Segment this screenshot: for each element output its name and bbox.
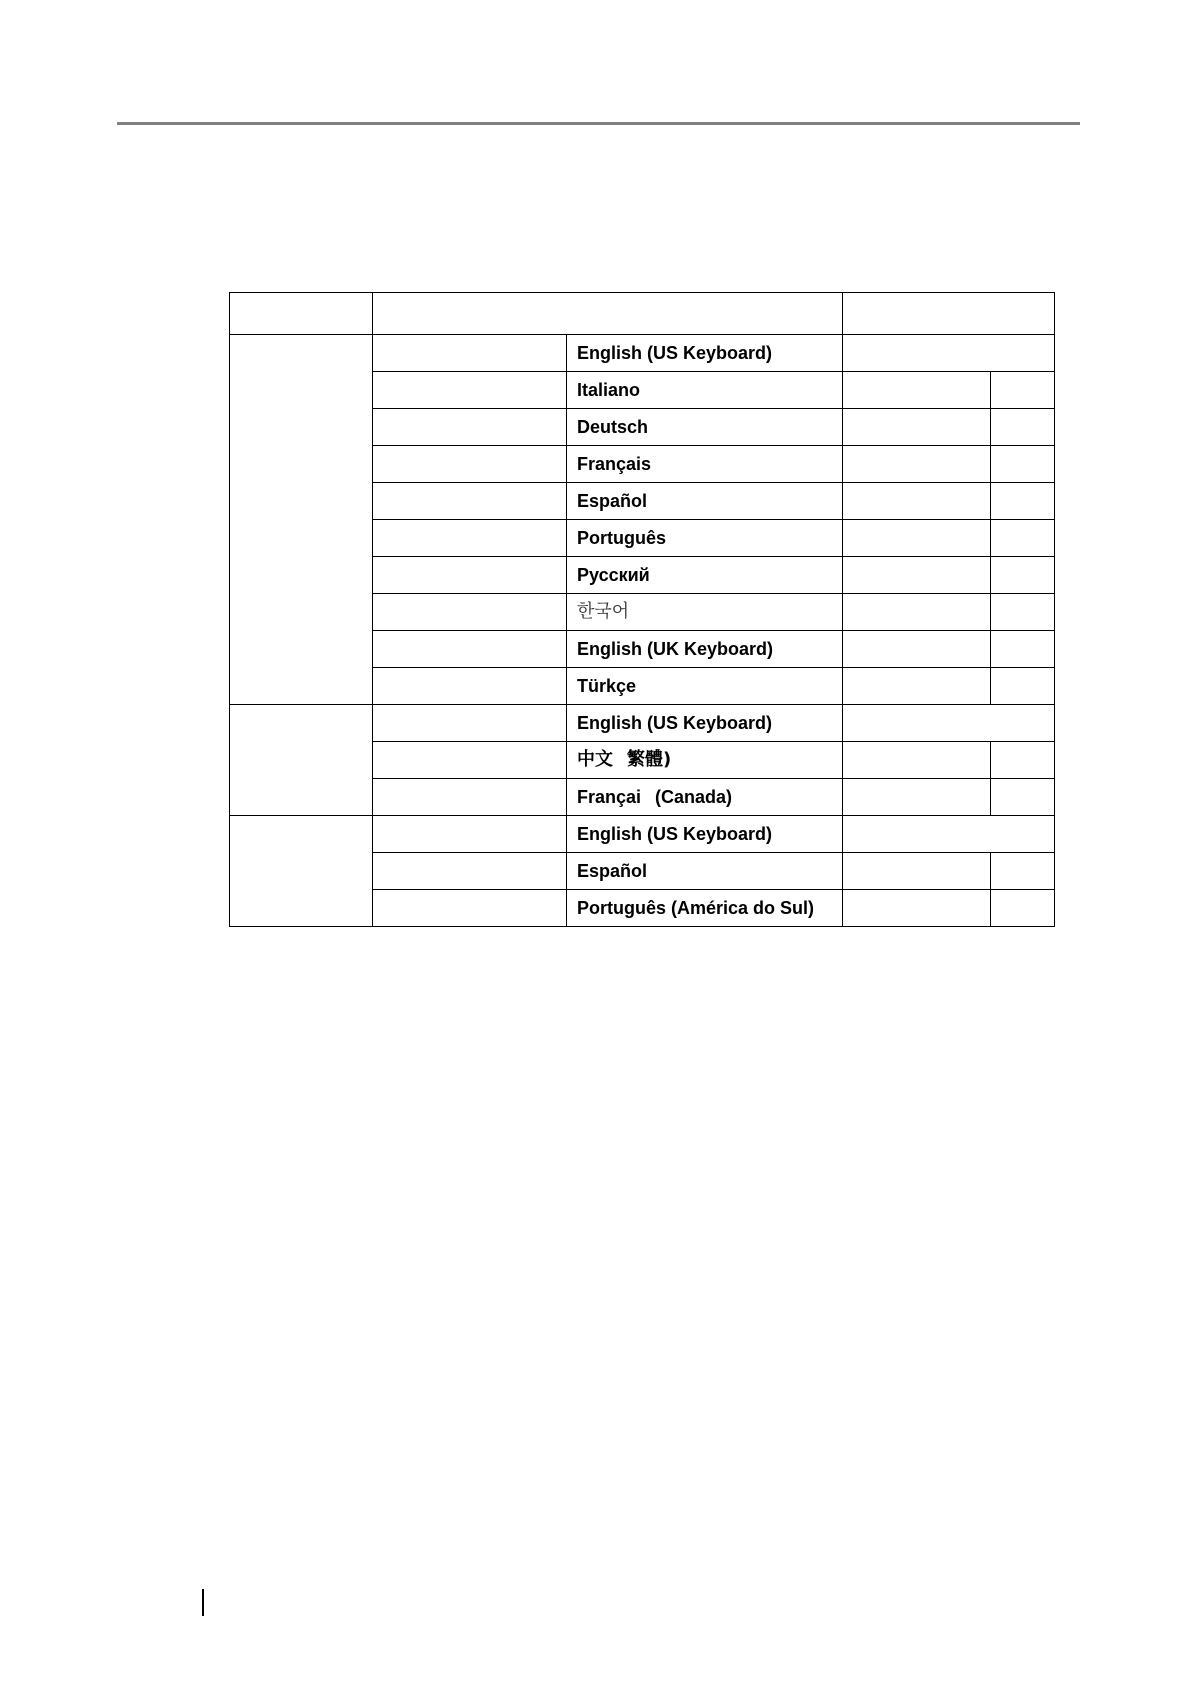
table-cell bbox=[843, 446, 991, 483]
table-cell bbox=[373, 853, 567, 890]
table-cell bbox=[843, 631, 991, 668]
language-table bbox=[229, 292, 1055, 927]
table-cell bbox=[373, 557, 567, 594]
table-header-row bbox=[230, 293, 1055, 335]
table-cell bbox=[991, 594, 1055, 631]
table-cell bbox=[843, 816, 1055, 853]
table-cell bbox=[373, 446, 567, 483]
table-cell bbox=[991, 779, 1055, 816]
language-cell bbox=[567, 779, 843, 816]
table-cell bbox=[991, 372, 1055, 409]
table-cell bbox=[991, 446, 1055, 483]
language-cell: Français bbox=[567, 446, 843, 483]
table-cell bbox=[373, 520, 567, 557]
page-marker-bar bbox=[202, 1589, 204, 1616]
language-cell: English (US Keyboard) bbox=[567, 705, 843, 742]
table-cell bbox=[843, 372, 991, 409]
table-cell bbox=[843, 742, 991, 779]
language-cell: English (US Keyboard) bbox=[567, 816, 843, 853]
table-cell bbox=[991, 409, 1055, 446]
table-cell bbox=[843, 557, 991, 594]
language-cell bbox=[567, 742, 843, 779]
table-row bbox=[230, 816, 1055, 853]
table-cell bbox=[843, 520, 991, 557]
header-rule bbox=[117, 122, 1080, 125]
region-cell-1 bbox=[230, 335, 373, 705]
language-cell: English (UK Keyboard) bbox=[567, 631, 843, 668]
table-cell bbox=[843, 594, 991, 631]
language-cell: 한국어 bbox=[567, 594, 843, 631]
table-cell bbox=[843, 483, 991, 520]
table-cell bbox=[373, 335, 567, 372]
table-row bbox=[230, 705, 1055, 742]
language-cell: Español bbox=[567, 853, 843, 890]
header-cell-1 bbox=[230, 293, 373, 335]
language-cell: Türkçe bbox=[567, 668, 843, 705]
language-cell: Português bbox=[567, 520, 843, 557]
table-cell bbox=[991, 483, 1055, 520]
table-cell bbox=[991, 668, 1055, 705]
table-cell bbox=[991, 853, 1055, 890]
header-cell-3 bbox=[843, 293, 1055, 335]
language-cell: Español bbox=[567, 483, 843, 520]
table-cell bbox=[373, 742, 567, 779]
table-cell bbox=[843, 890, 991, 927]
table-cell bbox=[843, 668, 991, 705]
table-cell bbox=[991, 557, 1055, 594]
table-cell bbox=[373, 483, 567, 520]
table-cell bbox=[373, 705, 567, 742]
language-cell-part: 中文 bbox=[577, 749, 613, 770]
table-cell bbox=[843, 409, 991, 446]
table-cell bbox=[373, 890, 567, 927]
table-cell bbox=[843, 853, 991, 890]
table-cell bbox=[373, 594, 567, 631]
language-cell: English (US Keyboard) bbox=[567, 335, 843, 372]
region-cell-3 bbox=[230, 816, 373, 927]
region-cell-2 bbox=[230, 705, 373, 816]
table-cell bbox=[373, 668, 567, 705]
language-cell: Português (América do Sul) bbox=[567, 890, 843, 927]
table-cell bbox=[373, 372, 567, 409]
table-cell bbox=[843, 705, 1055, 742]
table-cell bbox=[373, 409, 567, 446]
table-cell bbox=[843, 779, 991, 816]
language-cell: Русский bbox=[567, 557, 843, 594]
language-cell: Deutsch bbox=[567, 409, 843, 446]
header-cell-2 bbox=[373, 293, 843, 335]
table-cell bbox=[373, 779, 567, 816]
table-cell bbox=[991, 742, 1055, 779]
table-cell bbox=[991, 520, 1055, 557]
table-cell bbox=[373, 631, 567, 668]
table-cell bbox=[843, 335, 1055, 372]
language-cell-part: Françai bbox=[577, 787, 642, 807]
table-cell bbox=[991, 890, 1055, 927]
table-cell bbox=[373, 816, 567, 853]
table-row bbox=[230, 335, 1055, 372]
table-cell bbox=[991, 631, 1055, 668]
language-cell-part: 繁體) bbox=[627, 749, 672, 770]
language-cell: Italiano bbox=[567, 372, 843, 409]
language-cell-part: (Canada) bbox=[655, 787, 733, 807]
